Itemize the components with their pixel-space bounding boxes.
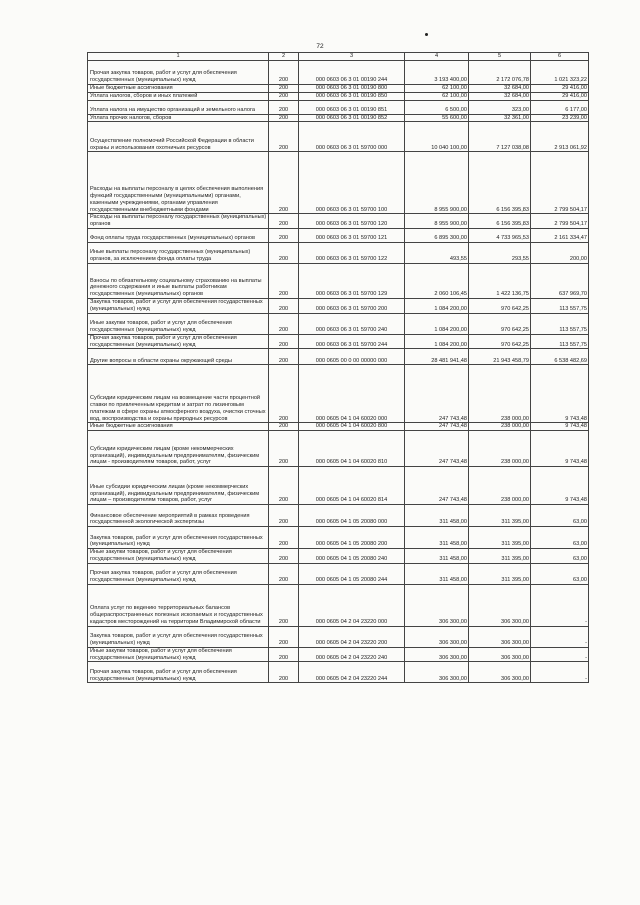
row-approved: 247 743,48	[405, 467, 469, 505]
row-unexecuted: -	[531, 626, 589, 647]
table-row	[88, 229, 589, 243]
column-header: 4	[405, 53, 469, 61]
row-executed: 32 361,00	[469, 114, 531, 122]
row-approved: 247 743,48	[405, 423, 469, 431]
row-approved: 8 955 900,00	[405, 152, 469, 214]
row-name: Осуществление полномочий Российской Федерации в области охраны и использования охотничьих ресурсов	[88, 122, 269, 152]
row-executed: 2 172 076,78	[469, 61, 531, 85]
row-name: Оплата услуг по ведению территориальных балансов общераспространенных полезных ископаемых и государственных кадастров месторождений на территории Владимирской области	[88, 584, 269, 626]
row-executed: 970 642,25	[469, 313, 531, 334]
table-row	[88, 122, 589, 152]
row-unexecuted: 63,00	[531, 563, 589, 584]
row-unexecuted: 1 021 323,22	[531, 61, 589, 85]
row-classification: 000 0605 04 1 05 20080 240	[299, 549, 405, 564]
table-row	[88, 85, 589, 93]
row-classification: 000 0605 04 1 04 60020 814	[299, 467, 405, 505]
row-approved: 306 300,00	[405, 626, 469, 647]
table-row	[88, 549, 589, 564]
row-approved: 62 100,00	[405, 92, 469, 100]
row-approved: 55 600,00	[405, 114, 469, 122]
row-code: 200	[269, 229, 299, 243]
row-executed: 238 000,00	[469, 365, 531, 423]
row-classification: 000 0605 04 1 04 60020 800	[299, 423, 405, 431]
row-name: Уплата прочих налогов, сборов	[88, 114, 269, 122]
table-row	[88, 584, 589, 626]
row-executed: 238 000,00	[469, 423, 531, 431]
row-code: 200	[269, 152, 299, 214]
row-code: 200	[269, 92, 299, 100]
table-row	[88, 662, 589, 683]
table-row	[88, 100, 589, 114]
row-classification: 000 0603 06 3 01 59700 244	[299, 334, 405, 349]
row-name: Субсидии юридическим лицам на возмещение части процентной ставки по привлеченным кредитам и затрат по лизинговым платежам в сфере охраны атмосферного воздуха, очистки сточных вод, воспроизводства и охраны природных ресурсов	[88, 365, 269, 423]
row-executed: 32 684,00	[469, 92, 531, 100]
row-name: Иные закупки товаров, работ и услуг для обеспечения государственных (муниципальных) нужд	[88, 313, 269, 334]
column-header: 6	[531, 53, 589, 61]
row-name: Иные закупки товаров, работ и услуг для обеспечения государственных (муниципальных) нужд	[88, 647, 269, 662]
column-header: 5	[469, 53, 531, 61]
row-classification: 000 0605 04 1 05 20080 000	[299, 505, 405, 527]
row-code: 200	[269, 549, 299, 564]
row-name: Расходы на выплаты персоналу государственных (муниципальных) органов	[88, 214, 269, 229]
row-unexecuted: 113 557,75	[531, 299, 589, 314]
table-row	[88, 92, 589, 100]
row-classification: 000 0603 06 3 01 59700 100	[299, 152, 405, 214]
row-classification: 000 0605 04 2 04 23220 240	[299, 647, 405, 662]
row-code: 200	[269, 423, 299, 431]
row-code: 200	[269, 243, 299, 264]
page-number: 72	[316, 43, 324, 50]
row-unexecuted: 9 743,48	[531, 467, 589, 505]
row-approved: 1 084 200,00	[405, 299, 469, 314]
row-code: 200	[269, 214, 299, 229]
row-executed: 6 156 395,83	[469, 214, 531, 229]
row-unexecuted: 637 969,70	[531, 264, 589, 299]
table-row	[88, 365, 589, 423]
row-code: 200	[269, 662, 299, 683]
row-approved: 8 955 900,00	[405, 214, 469, 229]
row-approved: 6 895 300,00	[405, 229, 469, 243]
table-row	[88, 114, 589, 122]
row-name: Прочая закупка товаров, работ и услуг для обеспечения государственных (муниципальных) нужд	[88, 563, 269, 584]
row-executed: 311 395,00	[469, 549, 531, 564]
row-executed: 238 000,00	[469, 467, 531, 505]
table-row	[88, 467, 589, 505]
row-name: Расходы на выплаты персоналу в целях обеспечения выполнения функций государственными (муниципальными) органами, казенными учреждениями, органами управления государственными внебюджетными фондами	[88, 152, 269, 214]
row-approved: 311 458,00	[405, 549, 469, 564]
row-code: 200	[269, 527, 299, 549]
row-approved: 10 040 100,00	[405, 122, 469, 152]
row-unexecuted: 2 161 334,47	[531, 229, 589, 243]
row-unexecuted: -	[531, 662, 589, 683]
row-code: 200	[269, 299, 299, 314]
column-header: 1	[88, 53, 269, 61]
row-code: 200	[269, 264, 299, 299]
row-classification: 000 0603 06 3 01 59700 122	[299, 243, 405, 264]
row-name: Взносы по обязательному социальному страхованию на выплаты денежного содержания и иные выплаты работникам государственных (муниципальных) органов	[88, 264, 269, 299]
row-approved: 62 100,00	[405, 85, 469, 93]
table-row	[88, 61, 589, 85]
row-name: Иные закупки товаров, работ и услуг для обеспечения государственных (муниципальных) нужд	[88, 549, 269, 564]
scan-mark	[425, 33, 428, 36]
table-row	[88, 647, 589, 662]
row-executed: 306 300,00	[469, 626, 531, 647]
table-row	[88, 313, 589, 334]
row-name: Прочая закупка товаров, работ и услуг для обеспечения государственных (муниципальных) нужд	[88, 61, 269, 85]
row-executed: 21 943 458,79	[469, 349, 531, 365]
column-header: 3	[299, 53, 405, 61]
row-name: Уплата налога на имущество организаций и земельного налога	[88, 100, 269, 114]
row-code: 200	[269, 349, 299, 365]
row-approved: 1 084 200,00	[405, 313, 469, 334]
row-name: Прочая закупка товаров, работ и услуг для обеспечения государственных (муниципальных) нужд	[88, 334, 269, 349]
row-code: 200	[269, 365, 299, 423]
row-unexecuted: 29 416,00	[531, 85, 589, 93]
table-body	[88, 61, 589, 683]
row-unexecuted: 23 239,00	[531, 114, 589, 122]
row-unexecuted: 9 743,48	[531, 365, 589, 423]
row-code: 200	[269, 647, 299, 662]
row-executed: 6 156 395,83	[469, 152, 531, 214]
row-classification: 000 0605 04 2 04 23220 244	[299, 662, 405, 683]
row-classification: 000 0603 06 3 01 59700 129	[299, 264, 405, 299]
row-classification: 000 0603 06 3 01 00190 244	[299, 61, 405, 85]
row-classification: 000 0603 06 3 01 00190 850	[299, 92, 405, 100]
row-executed: 1 422 136,75	[469, 264, 531, 299]
row-code: 200	[269, 505, 299, 527]
table-row	[88, 505, 589, 527]
row-approved: 2 060 106,45	[405, 264, 469, 299]
row-unexecuted: 63,00	[531, 527, 589, 549]
row-executed: 7 127 038,08	[469, 122, 531, 152]
row-classification: 000 0603 06 3 01 59700 120	[299, 214, 405, 229]
table-row	[88, 423, 589, 431]
table-row	[88, 626, 589, 647]
row-name: Закупка товаров, работ и услуг для обеспечения государственных (муниципальных) нужд	[88, 299, 269, 314]
row-unexecuted: 113 557,75	[531, 313, 589, 334]
row-executed: 306 300,00	[469, 647, 531, 662]
row-unexecuted: 63,00	[531, 505, 589, 527]
row-code: 200	[269, 85, 299, 93]
row-classification: 000 0605 00 0 00 00000 000	[299, 349, 405, 365]
row-executed: 323,00	[469, 100, 531, 114]
row-code: 200	[269, 467, 299, 505]
row-executed: 311 395,00	[469, 563, 531, 584]
row-approved: 1 084 200,00	[405, 334, 469, 349]
row-approved: 247 743,48	[405, 365, 469, 423]
table-row	[88, 527, 589, 549]
table-row	[88, 349, 589, 365]
row-name: Прочая закупка товаров, работ и услуг для обеспечения государственных (муниципальных) нужд	[88, 662, 269, 683]
row-unexecuted: 6 177,00	[531, 100, 589, 114]
row-executed: 306 300,00	[469, 662, 531, 683]
row-classification: 000 0605 04 1 05 20080 244	[299, 563, 405, 584]
row-unexecuted: -	[531, 584, 589, 626]
row-code: 200	[269, 584, 299, 626]
row-code: 200	[269, 563, 299, 584]
row-executed: 4 733 965,53	[469, 229, 531, 243]
column-header: 2	[269, 53, 299, 61]
row-approved: 306 300,00	[405, 584, 469, 626]
row-unexecuted: 2 799 504,17	[531, 152, 589, 214]
row-classification: 000 0603 06 3 01 59700 000	[299, 122, 405, 152]
row-code: 200	[269, 100, 299, 114]
table-row	[88, 431, 589, 467]
row-code: 200	[269, 313, 299, 334]
row-name: Иные выплаты персоналу государственных (муниципальных) органов, за исключением фонда оплаты труда	[88, 243, 269, 264]
row-executed: 238 000,00	[469, 431, 531, 467]
row-executed: 293,55	[469, 243, 531, 264]
row-approved: 311 458,00	[405, 563, 469, 584]
table-row	[88, 334, 589, 349]
row-approved: 3 193 400,00	[405, 61, 469, 85]
row-name: Иные бюджетные ассигнования	[88, 423, 269, 431]
row-name: Закупка товаров, работ и услуг для обеспечения государственных (муниципальных) нужд	[88, 626, 269, 647]
row-classification: 000 0603 06 3 01 59700 200	[299, 299, 405, 314]
row-approved: 311 458,00	[405, 505, 469, 527]
row-name: Фонд оплаты труда государственных (муниципальных) органов	[88, 229, 269, 243]
row-classification: 000 0605 04 1 05 20080 200	[299, 527, 405, 549]
table-row	[88, 152, 589, 214]
row-code: 200	[269, 626, 299, 647]
row-name: Субсидии юридическим лицам (кроме некоммерческих организаций), индивидуальным предпринимателям, физическим лицам - производителям товаров, работ, услуг	[88, 431, 269, 467]
row-name: Закупка товаров, работ и услуг для обеспечения государственных (муниципальных) нужд	[88, 527, 269, 549]
row-unexecuted: 63,00	[531, 549, 589, 564]
row-code: 200	[269, 114, 299, 122]
row-approved: 311 458,00	[405, 527, 469, 549]
row-approved: 306 300,00	[405, 647, 469, 662]
row-name: Другие вопросы в области охраны окружающей среды	[88, 349, 269, 365]
row-code: 200	[269, 61, 299, 85]
row-classification: 000 0605 04 2 04 23220 000	[299, 584, 405, 626]
row-classification: 000 0603 06 3 01 59700 240	[299, 313, 405, 334]
row-classification: 000 0603 06 3 01 59700 121	[299, 229, 405, 243]
row-classification: 000 0605 04 2 04 23220 200	[299, 626, 405, 647]
row-executed: 311 395,00	[469, 505, 531, 527]
row-classification: 000 0603 06 3 01 00190 800	[299, 85, 405, 93]
row-executed: 32 684,00	[469, 85, 531, 93]
row-executed: 311 395,00	[469, 527, 531, 549]
table-row	[88, 243, 589, 264]
row-classification: 000 0603 06 3 01 00190 852	[299, 114, 405, 122]
table-row	[88, 299, 589, 314]
row-approved: 306 300,00	[405, 662, 469, 683]
row-approved: 28 481 941,48	[405, 349, 469, 365]
row-code: 200	[269, 334, 299, 349]
table-row	[88, 264, 589, 299]
row-executed: 970 642,25	[469, 299, 531, 314]
row-approved: 6 500,00	[405, 100, 469, 114]
row-unexecuted: 9 743,48	[531, 431, 589, 467]
row-name: Финансовое обеспечение мероприятий в рамках проведения государственной экологической экспертизы	[88, 505, 269, 527]
row-unexecuted: 29 416,00	[531, 92, 589, 100]
row-unexecuted: 6 538 482,69	[531, 349, 589, 365]
row-unexecuted: 9 743,48	[531, 423, 589, 431]
row-unexecuted: 200,00	[531, 243, 589, 264]
table-row	[88, 214, 589, 229]
column-number-row	[88, 53, 589, 61]
budget-table	[87, 52, 589, 683]
row-executed: 970 642,25	[469, 334, 531, 349]
row-unexecuted: 2 799 504,17	[531, 214, 589, 229]
row-unexecuted: -	[531, 647, 589, 662]
row-approved: 247 743,48	[405, 431, 469, 467]
row-name: Иные бюджетные ассигнования	[88, 85, 269, 93]
row-classification: 000 0605 04 1 04 60020 000	[299, 365, 405, 423]
row-unexecuted: 113 557,75	[531, 334, 589, 349]
row-executed: 306 300,00	[469, 584, 531, 626]
row-name: Иные субсидии юридическим лицам (кроме некоммерческих организаций), индивидуальным предпринимателям, физическим лицам – производителям товаров, работ, услуг	[88, 467, 269, 505]
row-classification: 000 0603 06 3 01 00190 851	[299, 100, 405, 114]
row-classification: 000 0605 04 1 04 60020 810	[299, 431, 405, 467]
row-code: 200	[269, 122, 299, 152]
row-code: 200	[269, 431, 299, 467]
table-row	[88, 563, 589, 584]
row-unexecuted: 2 913 061,92	[531, 122, 589, 152]
row-name: Уплата налогов, сборов и иных платежей	[88, 92, 269, 100]
row-approved: 493,55	[405, 243, 469, 264]
